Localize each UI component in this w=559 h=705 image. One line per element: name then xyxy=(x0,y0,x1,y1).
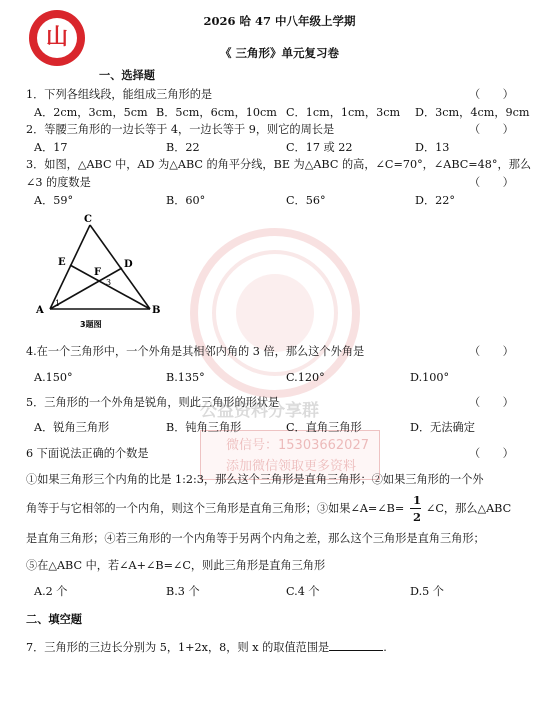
label-c: C xyxy=(84,214,92,225)
q6-option-c: C.4 个 xyxy=(286,585,320,598)
altitude-be xyxy=(70,265,150,309)
q3-paren: （ ） xyxy=(469,176,514,189)
q5-option-d: D．无法确定 xyxy=(410,421,475,434)
label-d: D xyxy=(124,259,133,270)
q6-line3: 是直角三角形；④若三角形的一个内角等于另两个内角之差，那么这个三角形是直角三角形； xyxy=(26,532,485,545)
label-1: 1 xyxy=(55,299,61,308)
q5-option-a: A．锐角三角形 xyxy=(34,421,110,434)
q2-option-a: A．17 xyxy=(34,141,68,154)
q3-option-b: B．60° xyxy=(166,194,206,207)
logo-glyph: 山 xyxy=(45,25,68,50)
q4-option-b: B.135° xyxy=(166,371,205,384)
figure-caption: 3题图 xyxy=(80,320,102,329)
label-3: 3 xyxy=(106,278,112,287)
q5-option-c: C．直角三角形 xyxy=(286,421,362,434)
side-ac xyxy=(50,225,90,309)
q3-option-d: D．22° xyxy=(415,194,455,207)
q7-stem: 7．三角形的三边长分别为 5，1+2x，8，则 x 的取值范围是 xyxy=(26,641,330,654)
q3-option-a: A．59° xyxy=(34,194,74,207)
q6-frac-bar xyxy=(410,508,421,509)
q6-line4: ⑤在△ABC 中，若∠A+∠B=∠C，则此三角形是直角三角形 xyxy=(26,559,326,572)
label-a: A xyxy=(36,305,44,316)
q2-option-b: B．22 xyxy=(166,141,200,154)
q4-stem: 4.在一个三角形中，一个外角是其相邻内角的 3 倍，那么这个外角是 xyxy=(26,345,365,358)
q6-line1: ①如果三角形三个内角的比是 1:2:3，那么这个三角形是直角三角形；②如果三角形的一个外 xyxy=(26,473,484,486)
q1-option-d: D．3cm，4cm，9cm xyxy=(415,106,530,119)
q6-paren: （ ） xyxy=(469,447,514,460)
q2-option-c: C．17 或 22 xyxy=(286,141,353,154)
page-subtitle: 《 三角形》单元复习卷 xyxy=(219,46,339,60)
triangle-figure xyxy=(30,210,170,335)
q2-option-d: D．13 xyxy=(415,141,450,154)
q4-paren: （ ） xyxy=(469,345,514,358)
label-e: E xyxy=(58,257,66,268)
q7-answer-blank xyxy=(329,640,383,651)
q1-option-a: A．2cm，3cm，5cm xyxy=(34,106,148,119)
watermark-line2: 微信号：15303662027 xyxy=(226,438,369,453)
q7-line xyxy=(26,640,387,655)
watermark-seal xyxy=(190,228,360,398)
watermark-line1: 公益资料分享群 xyxy=(200,401,319,421)
q5-paren: （ ） xyxy=(469,396,514,409)
q6-frac-den: 2 xyxy=(413,510,422,524)
section-title-fill: 二、填空题 xyxy=(26,612,82,626)
q3-stem: 3．如图，△ABC 中，AD 为△ABC 的角平分线，BE 为△ABC 的高，∠C=70°，∠ABC=48°，那么 xyxy=(26,158,532,171)
q6-stem: 6 下面说法正确的个数是 xyxy=(26,447,149,460)
q1-stem: 1．下列各组线段，能组成三角形的是 xyxy=(26,88,213,101)
q1-option-b: B．5cm，6cm，10cm xyxy=(156,106,277,119)
q5-stem: 5．三角形的一个外角是锐角，则此三角形的形状是 xyxy=(26,396,280,409)
q3-stem-line2: ∠3 的度数是 xyxy=(26,176,91,189)
label-b: B xyxy=(152,305,161,316)
q4-option-d: D.100° xyxy=(410,371,450,384)
q6-frac-num: 1 xyxy=(413,493,422,507)
q4-option-a: A.150° xyxy=(34,371,73,384)
q6-option-b: B.3 个 xyxy=(166,585,200,598)
q1-paren: （ ） xyxy=(469,88,514,101)
q2-stem: 2．等腰三角形的一边长等于 4，一边长等于 9，则它的周长是 xyxy=(26,123,335,136)
page-title: 2026 哈 47 中八年级上学期 xyxy=(203,14,356,28)
watermark-line3: 添加微信领取更多资料 xyxy=(226,459,357,474)
q4-option-c: C.120° xyxy=(286,371,325,384)
q6-line2a: 角等于与它相邻的一个内角，则这个三角形是直角三角形；③如果∠A=∠B= xyxy=(26,502,405,515)
q7-end: . xyxy=(383,641,387,654)
label-f: F xyxy=(94,267,102,278)
q6-option-d: D.5 个 xyxy=(410,585,444,598)
q1-option-c: C．1cm，1cm，3cm xyxy=(286,106,401,119)
section-title-choice: 一、选择题 xyxy=(99,68,155,82)
q6-line2b: ∠C，那么△ABC xyxy=(426,502,512,515)
q5-option-b: B．钝角三角形 xyxy=(166,421,242,434)
q6-option-a: A.2 个 xyxy=(34,585,68,598)
q3-option-c: C．56° xyxy=(286,194,326,207)
q2-paren: （ ） xyxy=(469,123,514,136)
